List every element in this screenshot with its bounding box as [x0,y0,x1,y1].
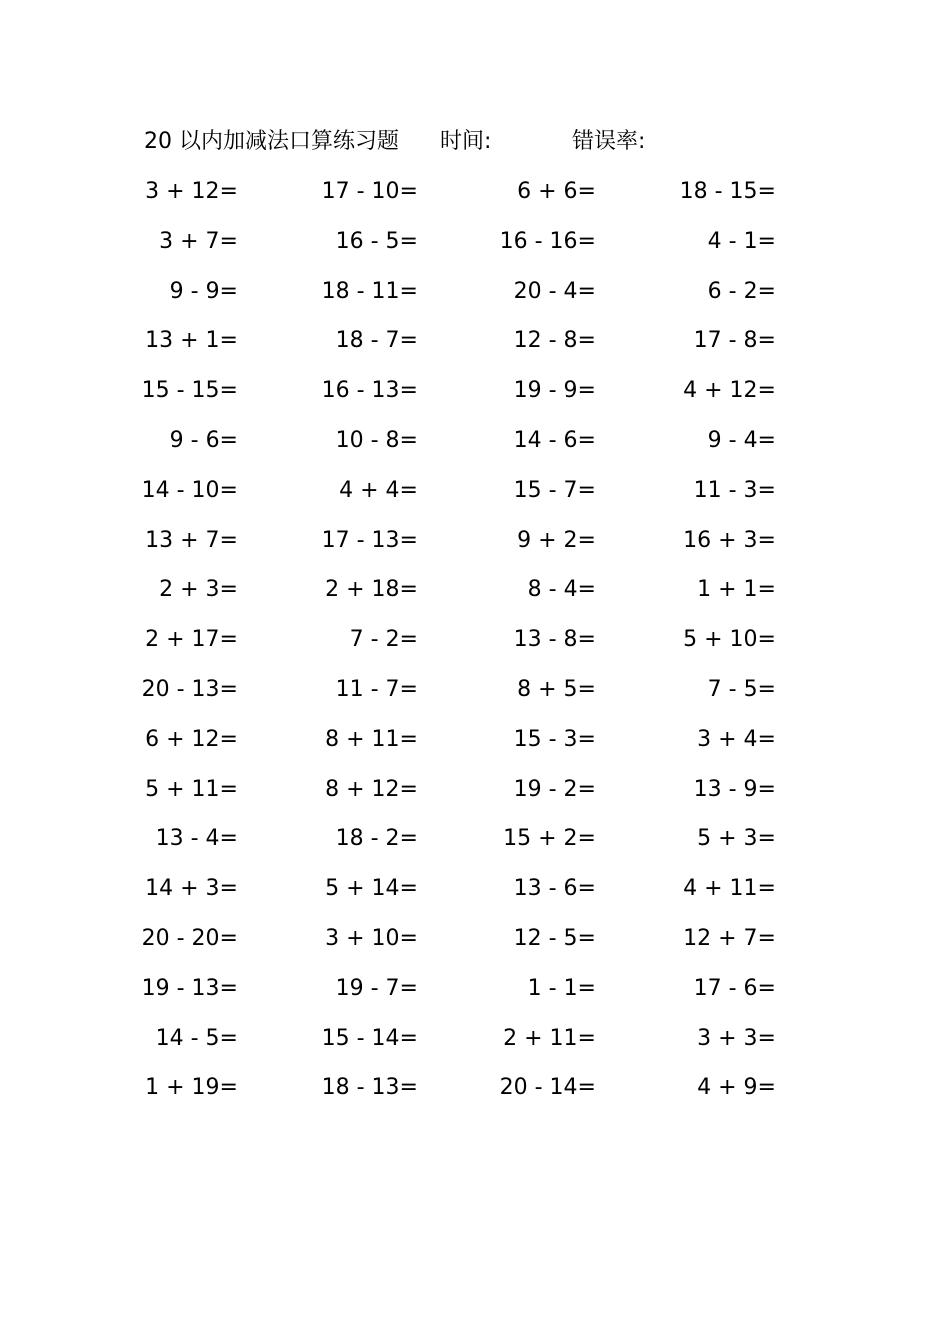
problem-item: 13 - 8= [513,627,596,653]
problem-item: 6 + 12= [145,726,238,752]
problem-item: 8 + 5= [517,677,596,702]
problem-item: 16 + 3= [683,527,776,553]
problem-item: 18 - 2= [335,826,418,852]
problem-row [0,570,950,610]
problem-item: 16 - 5= [335,228,418,254]
problem-item: 1 + 19= [145,1075,238,1101]
problem-item: 20 - 14= [499,1075,596,1101]
problem-item: 3 + 12= [145,179,238,204]
problem-row [0,172,950,212]
problem-item: 3 + 10= [325,926,418,951]
problem-item: 5 + 3= [697,826,776,852]
problem-item: 9 - 6= [169,428,238,453]
problem-row [0,321,950,361]
problem-item: 17 - 10= [321,179,418,204]
problem-row [0,969,950,1009]
problem-item: 1 - 1= [527,975,596,1001]
problem-item: 18 - 13= [321,1075,418,1101]
problem-item: 5 + 11= [145,776,238,802]
problem-item: 7 - 5= [707,677,776,702]
problem-item: 19 - 9= [513,378,596,404]
problem-item: 15 - 14= [321,1025,418,1051]
problem-row [0,1019,950,1059]
problem-item: 3 + 7= [159,228,238,254]
problem-item: 8 - 4= [527,577,596,603]
problem-row [0,919,950,959]
problem-item: 3 + 3= [697,1025,776,1051]
problem-row [0,770,950,810]
worksheet-header [144,124,844,160]
problem-item: 15 - 15= [141,378,238,404]
problem-item: 1 + 1= [697,577,776,603]
problem-item: 18 - 7= [335,328,418,354]
problem-item: 14 - 10= [141,477,238,503]
problem-item: 4 + 4= [339,477,418,503]
problem-item: 4 - 1= [707,228,776,254]
problem-item: 19 - 7= [335,975,418,1001]
problem-item: 13 - 4= [155,826,238,852]
time-label: 时间: [440,129,492,154]
problem-row [0,720,950,760]
problem-item: 11 - 7= [335,677,418,702]
problem-item: 6 + 6= [517,179,596,204]
error-rate-label: 错误率: [572,129,646,154]
problem-row [0,819,950,859]
problem-item: 9 - 4= [707,428,776,453]
problem-row [0,471,950,511]
problem-item: 20 - 4= [513,278,596,304]
problem-item: 17 - 6= [693,975,776,1001]
problem-item: 8 + 12= [325,776,418,802]
problem-item: 16 - 16= [499,228,596,254]
problem-item: 19 - 2= [513,776,596,802]
problem-item: 20 - 13= [141,677,238,702]
problem-row [0,371,950,411]
problem-item: 2 + 3= [159,577,238,603]
problem-row [0,869,950,909]
problem-item: 2 + 11= [503,1025,596,1051]
problem-item: 5 + 10= [683,627,776,653]
problem-item: 13 - 9= [693,776,776,802]
problem-item: 11 - 3= [693,477,776,503]
problem-item: 15 + 2= [503,826,596,852]
problem-row [0,1068,950,1108]
problem-item: 14 - 5= [155,1025,238,1051]
problem-item: 12 - 5= [513,926,596,951]
problem-item: 12 + 7= [683,926,776,951]
problem-item: 13 + 7= [145,527,238,553]
problem-item: 14 + 3= [145,876,238,902]
problem-item: 14 - 6= [513,428,596,453]
problem-item: 15 - 7= [513,477,596,503]
problem-item: 6 - 2= [707,278,776,304]
problem-item: 20 - 20= [141,926,238,951]
problem-item: 15 - 3= [513,726,596,752]
problem-item: 5 + 14= [325,876,418,902]
problem-row [0,421,950,461]
problem-item: 13 - 6= [513,876,596,902]
problem-row [0,521,950,561]
problem-item: 17 - 8= [693,328,776,354]
problem-item: 4 + 9= [697,1075,776,1101]
problem-item: 3 + 4= [697,726,776,752]
problem-item: 9 + 2= [517,527,596,553]
problem-item: 9 - 9= [169,278,238,304]
problem-item: 4 + 12= [683,378,776,404]
problem-item: 8 + 11= [325,726,418,752]
problem-item: 4 + 11= [683,876,776,902]
problem-item: 7 - 2= [349,627,418,653]
problem-item: 16 - 13= [321,378,418,404]
problem-item: 19 - 13= [141,975,238,1001]
problem-item: 2 + 18= [325,577,418,603]
problem-item: 12 - 8= [513,328,596,354]
problem-item: 10 - 8= [335,428,418,453]
worksheet-title: 20 以内加减法口算练习题 [144,129,399,154]
problem-item: 2 + 17= [145,627,238,653]
problem-item: 18 - 11= [321,278,418,304]
problem-row [0,620,950,660]
problem-row [0,670,950,710]
problem-item: 17 - 13= [321,527,418,553]
problem-row [0,222,950,262]
problem-item: 13 + 1= [145,328,238,354]
problem-row [0,272,950,312]
problem-item: 18 - 15= [679,179,776,204]
